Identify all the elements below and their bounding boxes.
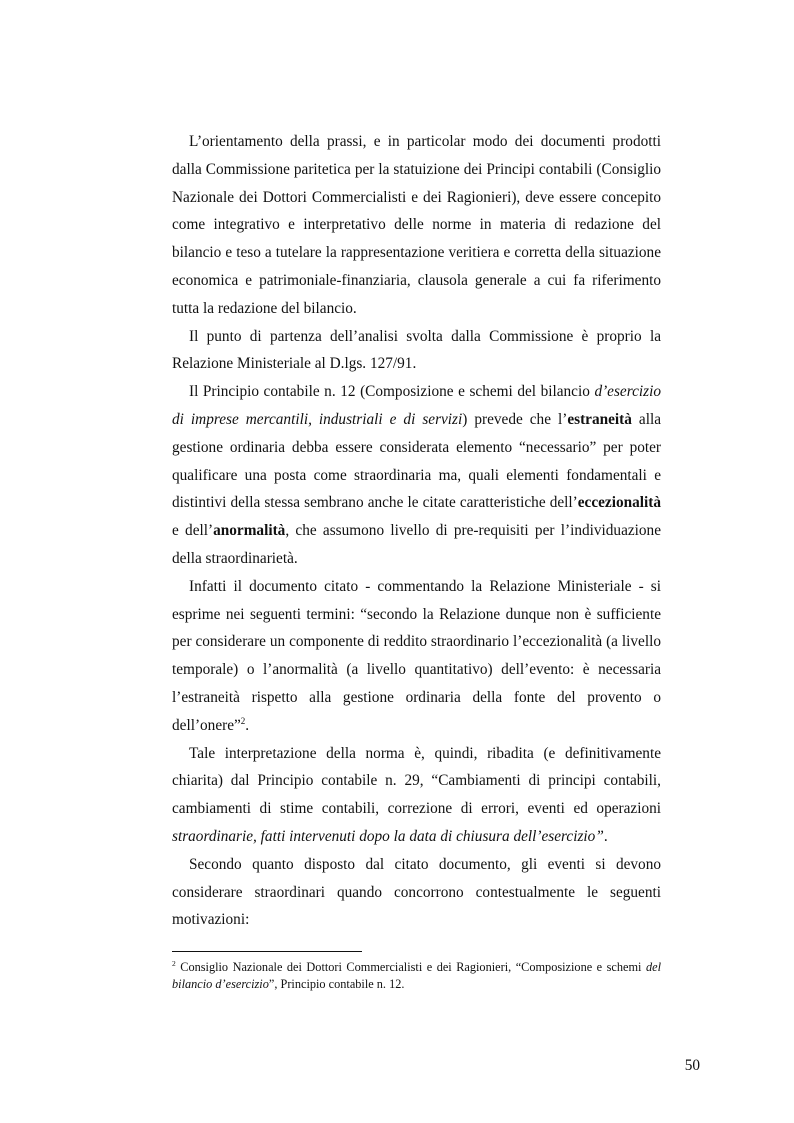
paragraph-4-text: Infatti il documento citato - commentando la Relazione Ministeriale - si esprime nei seguenti termini: “secondo la Relazione dunque non è sufficiente per considerare un componente di reddito straordinario l’eccezionalità (a livello temporale) o l’anormalità (a livello quantitativo) dell’evento: è necessaria l’estraneità rispetto alla gestione ordinaria della fonte del provento o dell’onere” [172,577,661,734]
paragraph-3-text-g: e dell’ [172,522,214,540]
paragraph-3-text-i: , che assumono livello di pre-requisiti per l’individuazione della straordinarietà. [172,522,661,567]
footnote-reference[interactable]: 2 [240,715,246,726]
paragraph-3-text-e: alla gestione ordinaria debba essere considerata elemento “necessario” per poter qualificare una posta come straordinaria ma, quali elementi fondamentali e distintivi della stessa sembrano anche le citate caratteristiche dell’ [172,410,662,512]
footnote-italic-title: del bilancio d’esercizio [172,960,661,991]
footnote [172,959,661,993]
page-body [172,128,661,934]
paragraph-4 [172,573,661,740]
page-number: 50 [684,1057,700,1074]
paragraph-5 [172,740,661,851]
paragraph-4-end: . [245,716,250,734]
paragraph-3-bold-eccezionalita: eccezionalità [577,494,661,512]
paragraph-3-bold-anormalita: anormalità [213,522,286,540]
paragraph-3-italic-title: d’esercizio di imprese mercantili, industriali e di servizi [172,383,661,428]
paragraph-3-text-a: Il Principio contabile n. 12 (Composizione e schemi del bilancio [189,383,595,401]
paragraph-5-text-c: . [603,827,608,845]
paragraph-5-italic-title: straordinarie, fatti intervenuti dopo la data di chiusura dell’esercizio” [172,827,604,845]
paragraph-3-bold-estraneita: estraneità [567,410,632,428]
paragraph-1: L’orientamento della prassi, e in particolar modo dei documenti prodotti dalla Commissione paritetica per la statuizione dei Principi contabili (Consiglio Nazionale dei Dottori Commercialisti e dei Ragionieri), deve essere concepito come integrativo e interpretativo delle norme in materia di redazione del bilancio e teso a tutelare la rappresentazione veritiera e corretta della situazione economica e patrimoniale-finanziaria, clausola generale a cui fa riferimento tutta la redazione del bilancio. [172,133,661,317]
paragraph-5-text-a: Tale interpretazione della norma è, quindi, ribadita (e definitivamente chiarita) dal Principio contabile n. 29, “Cambiamenti di principi contabili, cambiamenti di stime contabili, correzione di errori, eventi ed operazioni [172,744,661,818]
footnote-text-c: ”, Principio contabile n. 12. [268,977,405,991]
paragraph-6: Secondo quanto disposto dal citato documento, gli eventi si devono considerare straordinari quando concorrono contestualmente le seguenti motivazioni: [172,855,661,929]
paragraph-3 [172,378,661,573]
footnote-separator [172,951,362,952]
paragraph-2: Il punto di partenza dell’analisi svolta dalla Commissione è proprio la Relazione Ministeriale al D.lgs. 127/91. [172,327,661,373]
footnote-number: 2 [172,958,176,968]
paragraph-3-text-c: ) prevede che l’ [462,410,568,428]
footnote-text-a: Consiglio Nazionale dei Dottori Commercialisti e dei Ragionieri, “Composizione e schemi [175,960,646,974]
